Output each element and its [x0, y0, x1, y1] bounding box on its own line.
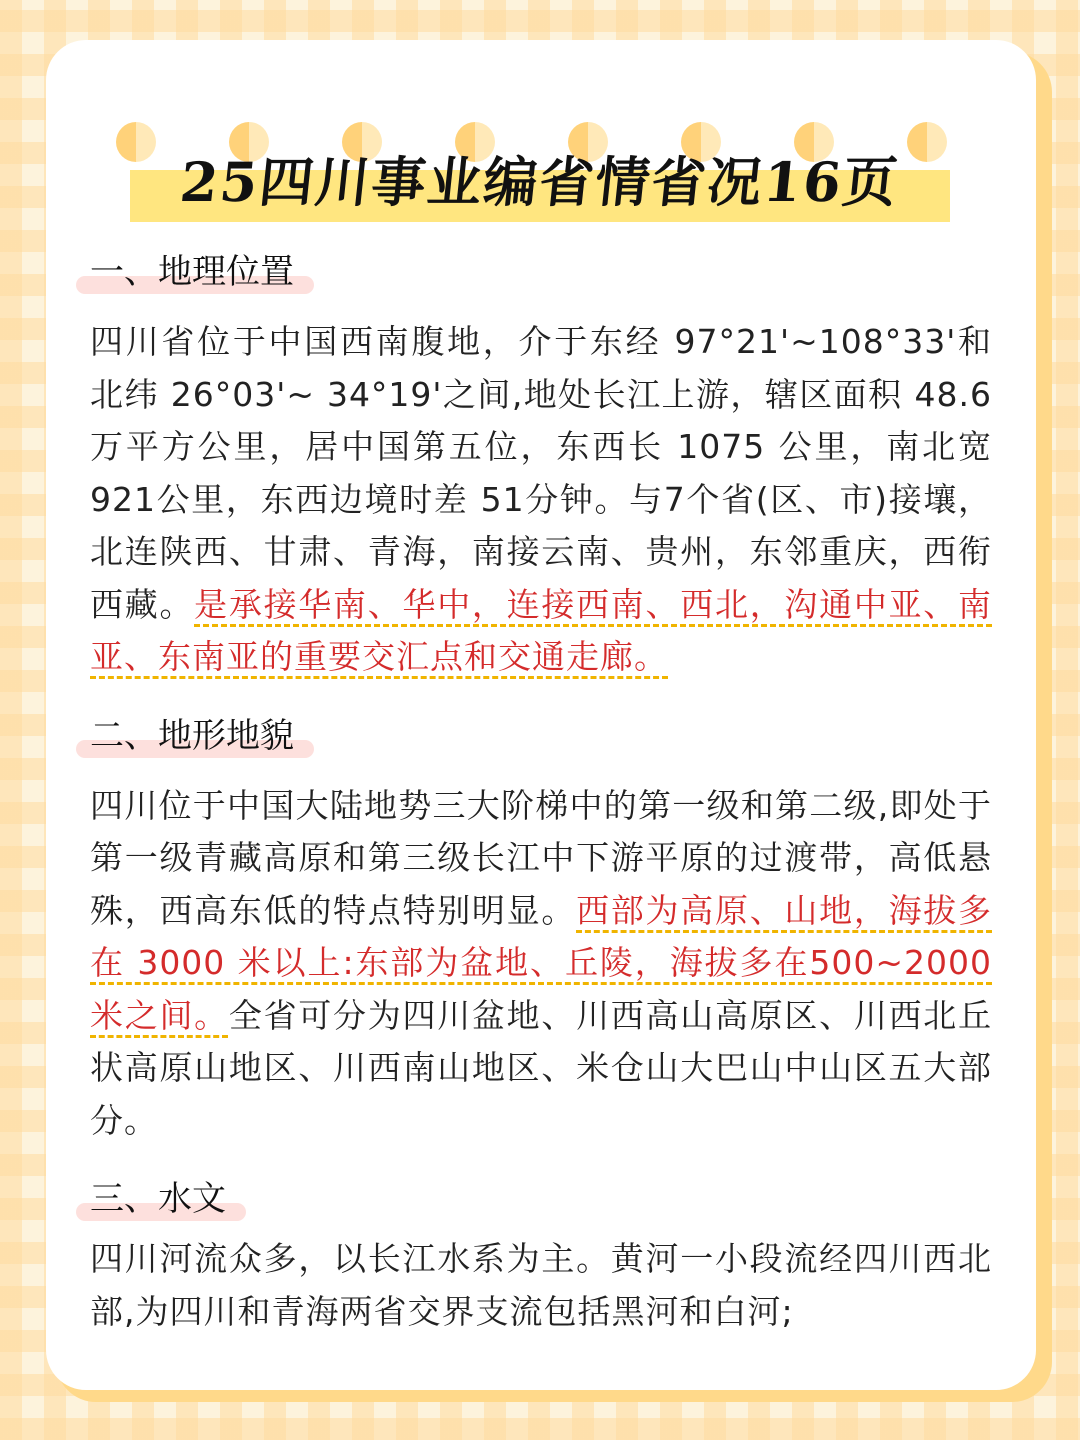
highlighted-text: 西部为高原、山地，海拔多在 3000 米以上:东部为盆地、丘陵，海拔多在500~2000米之间。 [90, 890, 993, 1035]
section-text-terrain: 四川位于中国大陆地势三大阶梯中的第一级和第二级,即处于第一级青藏高原和第三级长江中下游平原的过渡带，高低悬殊，西高东低的特点特别明显。西部为高原、山地，海拔多在 3000 米以上:东部为盆地、丘陵，海拔多在500~2000米之间。全省可分为四川盆地、川西高山高原区、川西北丘状高原山地区、川西南山地区、米仓山大巴山中山区五大部分。 [90, 785, 993, 1140]
section-text-hydrology: 四川河流众多，以长江水系为主。黄河一小段流经四川西北部,为四川和青海两省交界支流包括黑河和白河; [90, 1239, 992, 1331]
article-content [90, 244, 992, 1338]
section-text-location: 四川省位于中国西南腹地，介于东经 97°21'~108°33'和北纬 26°03'~ 34°19'之间,地处长江上游，辖区面积 48.6 万平方公里，居中国第五位，东西长 1075 公里，南北宽 921公里，东西边境时差 51分钟。与7个省(区、市)接壤，北连陕西、甘肃、青海，南接云南、贵州，东邻重庆，西衔西藏。是承接华南、华中，连接西南、西北，沟通中亚、南亚、东南亚的重要交汇点和交通走廊。 [90, 322, 993, 676]
section-heading-terrain: 二、地形地貌 [90, 708, 300, 764]
section-heading-location: 一、地理位置 [90, 244, 300, 300]
highlighted-text: 是承接华南、华中，连接西南、西北，沟通中亚、南亚、东南亚的重要交汇点和交通走廊。 [90, 584, 993, 676]
page-title: 25四川事业编省情省况16页 [177, 150, 903, 214]
section-heading-hydrology: 三、水文 [90, 1171, 232, 1227]
